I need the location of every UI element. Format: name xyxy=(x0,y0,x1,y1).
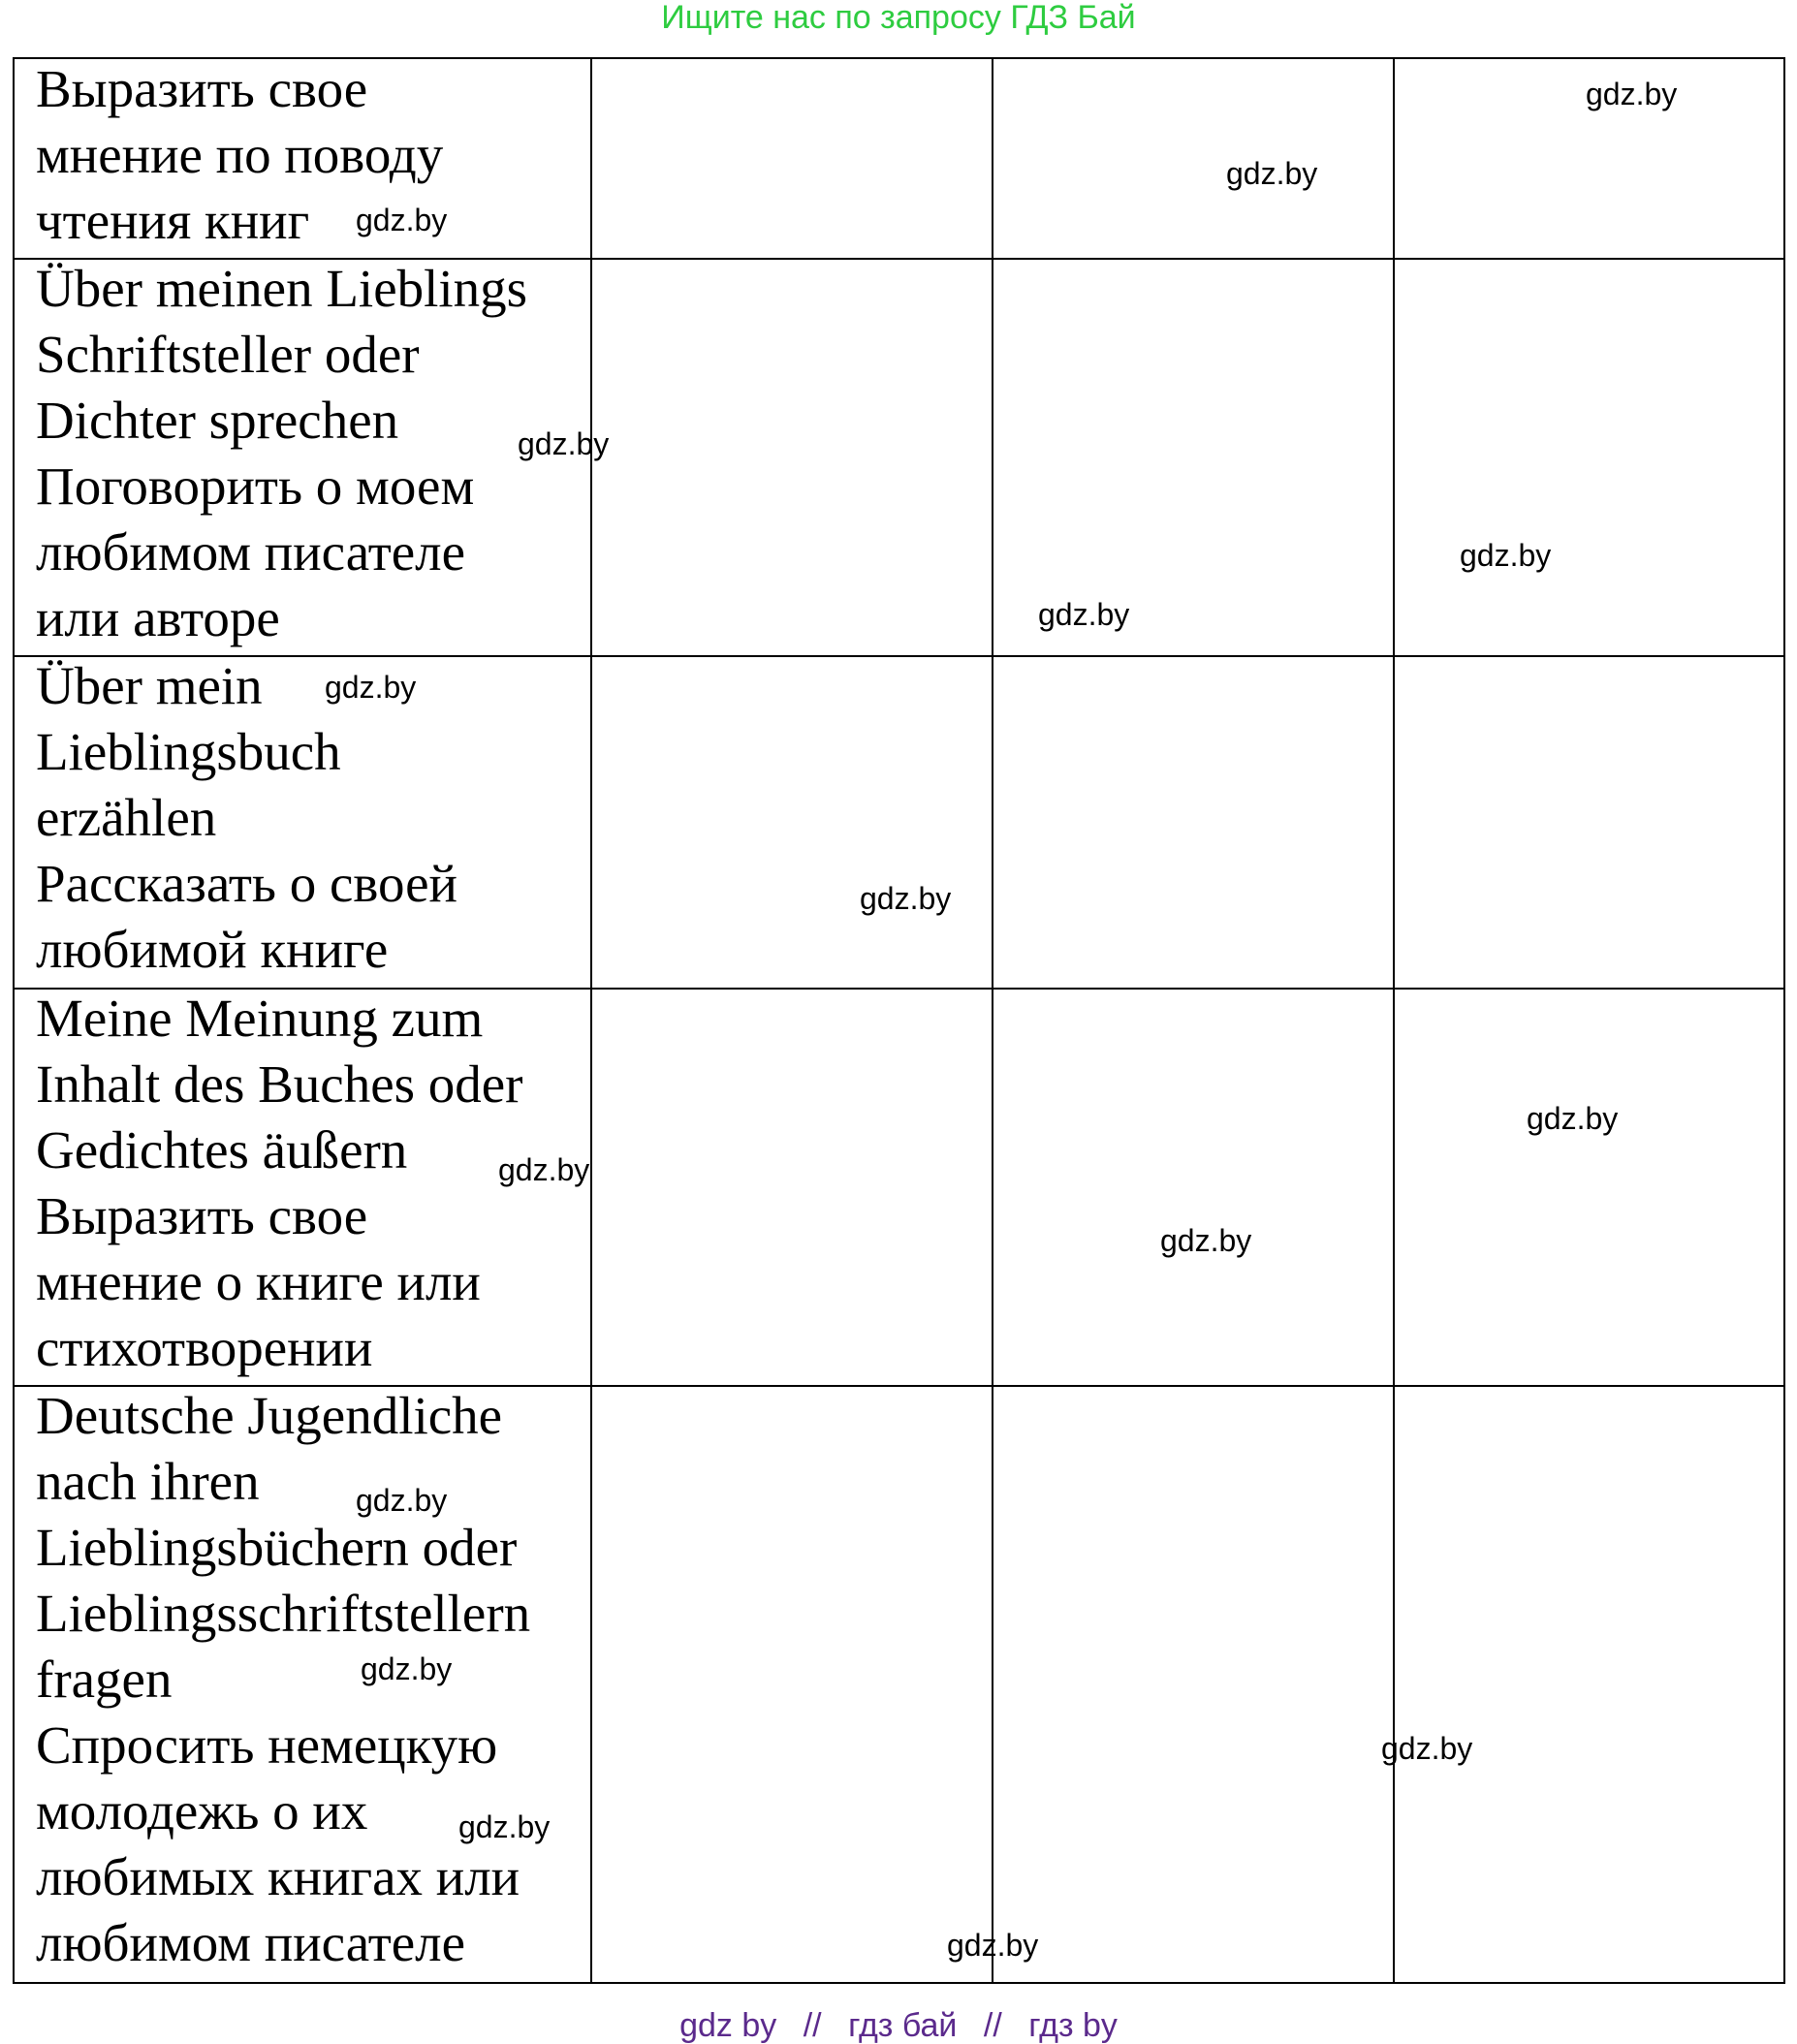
table xyxy=(13,57,1785,1984)
table-row: Meine Meinung zum Inhalt des Buches oder Gedichtes äußern Выразить свое мнение о книге или стихотворении xyxy=(36,989,523,1377)
table-row: Выразить свое мнение по поводу чтения книг xyxy=(36,59,444,250)
table-row: Deutsche Jugendliche nach ihren Lieblingsbüchern oder Lieblingsschriftstellern fragen Спросить немецкую молодежь о их любимых книгах или любимом писателе xyxy=(36,1386,531,1972)
bottom-banner xyxy=(0,2008,1797,2043)
watermark: gdz.by xyxy=(1586,77,1678,111)
watermark: gdz.by xyxy=(356,203,448,237)
watermark: gdz.by xyxy=(860,881,952,916)
watermark: gdz.by xyxy=(356,1483,448,1518)
footer-link-gdz-by[interactable]: gdz by xyxy=(679,2007,777,2044)
column-divider xyxy=(590,59,592,1982)
watermark: gdz.by xyxy=(325,670,417,705)
watermark: gdz.by xyxy=(1226,156,1318,191)
top-banner xyxy=(0,0,1797,35)
watermark: gdz.by xyxy=(498,1152,590,1187)
column-divider xyxy=(1393,59,1395,1982)
watermark: gdz.by xyxy=(1160,1223,1252,1258)
footer-link-gdz-by-cyr[interactable]: гдз by xyxy=(1028,2007,1118,2044)
footer-separator: // xyxy=(803,2007,822,2044)
watermark: gdz.by xyxy=(1038,597,1130,632)
watermark: gdz.by xyxy=(1527,1101,1619,1136)
watermark: gdz.by xyxy=(458,1809,551,1844)
footer-separator: // xyxy=(983,2007,1002,2044)
watermark: gdz.by xyxy=(1460,538,1552,573)
footer-link-gdz-bay[interactable]: гдз бай xyxy=(848,2007,958,2044)
watermark: gdz.by xyxy=(947,1928,1039,1963)
table-row: Über mein Lieblingsbuch erzählen Рассказать о своей любимой книге xyxy=(36,656,457,979)
table-row: Über meinen Lieblings Schriftsteller oder Dichter sprechen Поговорить о моем любимом писателе или авторе xyxy=(36,259,528,647)
watermark: gdz.by xyxy=(361,1651,453,1686)
watermark: gdz.by xyxy=(1381,1731,1473,1766)
column-divider xyxy=(992,59,993,1982)
watermark: gdz.by xyxy=(518,426,610,461)
top-banner-text: Ищите нас по запросу ГДЗ Бай xyxy=(661,0,1136,36)
